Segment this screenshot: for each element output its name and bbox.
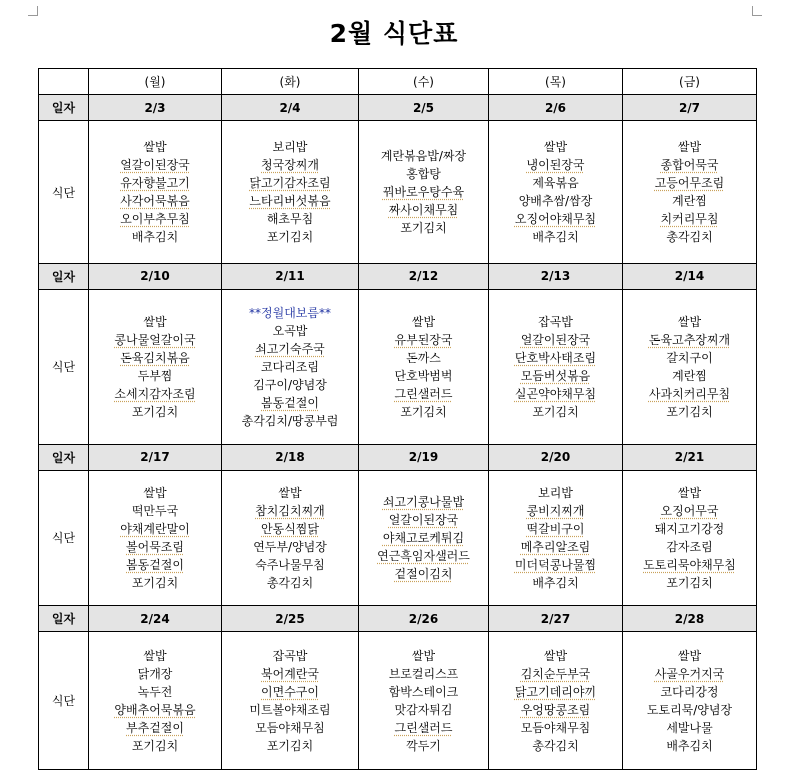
menu-item: 김치순두부국 [520,666,591,681]
date-cell: 2/25 [222,606,359,632]
weekday-mon: (월) [89,69,222,95]
date-cell: 2/14 [623,263,757,289]
date-cell: 2/24 [89,606,222,632]
menu-cell [623,632,757,770]
menu-item: 얼갈이된장국 [520,332,591,347]
menu-item: 미더덕콩나물찜 [514,557,597,572]
menu-item: 단호박범벅 [394,368,453,383]
menu-item: 우엉땅콩조림 [520,702,591,717]
menu-item: 그린샐러드 [394,720,453,735]
menu-item: 사골우거지국 [654,666,725,681]
menu-item: 실곤약야채무침 [514,386,597,401]
menu-cell [359,632,489,770]
menu-item: 사각어묵볶음 [120,194,190,209]
menu-item: 포기김치 [266,738,314,753]
date-cell: 2/17 [89,444,222,470]
date-cell: 2/3 [89,95,222,121]
menu-item: 해초무침 [266,212,314,227]
menu-item: 연근흑임자샐러드 [377,548,470,563]
menu-item: 사과치커리무침 [648,386,731,401]
menu-item: 잡곡밥 [272,648,308,663]
menu-item: 모듬야채무침 [255,720,325,735]
menu-item: 녹두전 [137,684,173,699]
menu-item: 총각김치 [666,230,713,245]
menu-item: 쌀밥 [677,140,702,155]
menu-item: 도토리묵/양념장 [646,702,733,717]
menu-item: 양배추어묵볶음 [114,702,196,717]
date-cell: 2/21 [623,444,757,470]
meal-table-body [39,69,757,770]
menu-item: 포기김치 [400,404,447,419]
date-row-label: 일자 [39,263,89,289]
menu-item: 떡만두국 [131,503,179,518]
menu-item: 얼갈이된장국 [120,158,190,173]
menu-item: 종합어묵국 [660,158,719,173]
menu-item: 포기김치 [266,230,314,245]
menu-item: 소세지감자조림 [114,386,196,401]
menu-item: 부추겉절이 [126,720,184,735]
page-title: 2월 식단표 [329,19,459,48]
menu-item: 유자향불고기 [120,176,190,191]
menu-cell [623,121,757,264]
menu-cell [89,470,222,606]
menu-item: 쇠고기콩나물밥 [382,494,465,509]
weekday-header-row [39,69,757,95]
menu-item: 오징어야채무침 [514,212,597,227]
menu-item: 닭개장 [137,666,173,681]
menu-item: 쌀밥 [411,648,436,663]
menu-item: 계란찜 [672,194,707,209]
menu-item: 제육볶음 [532,176,579,191]
date-cell: 2/20 [489,444,623,470]
menu-cell [489,121,623,264]
menu-item: 치커리무침 [660,212,719,227]
menu-item: 꿔바로우탕수육 [382,185,465,200]
menu-item: **정월대보름** [249,305,331,320]
menu-item: 미트볼야채조림 [249,702,331,717]
menu-item: 고등어무조림 [654,176,725,191]
menu-item: 세발나물 [666,720,713,735]
menu-cell [222,632,359,770]
menu-cell [89,121,222,264]
menu-item: 쌀밥 [143,485,167,500]
menu-item: 코다리강정 [660,684,719,699]
date-row [39,263,757,289]
menu-item: 잡곡밥 [538,314,573,329]
date-cell: 2/28 [623,606,757,632]
date-cell: 2/10 [89,263,222,289]
menu-item: 콩나물얼갈이국 [114,332,196,347]
menu-item: 떡갈비구이 [526,521,585,536]
menu-item: 계란찜 [672,368,707,383]
menu-item: 감자조림 [666,539,713,554]
menu-item: 돈육고추장찌개 [648,332,731,347]
menu-cell [89,632,222,770]
menu-item: 두부찜 [137,368,173,383]
menu-cell [489,632,623,770]
menu-item: 닭고기감자조림 [249,176,331,191]
menu-cell [222,470,359,606]
date-row-label: 일자 [39,444,89,470]
menu-item: 배추김치 [131,230,179,245]
menu-item: 깍두기 [406,738,441,753]
menu-item: 닭고기데리야끼 [514,684,597,699]
menu-item: 이면수구이 [261,684,319,699]
date-row [39,95,757,121]
menu-item: 그린샐러드 [394,386,453,401]
menu-item: 포기김치 [131,575,179,590]
date-cell: 2/13 [489,263,623,289]
menu-item: 총각김치/땅콩부럼 [241,413,339,428]
menu-item: 메추리알조림 [520,539,591,554]
menu-item: 야채고로케튀김 [382,530,465,545]
menu-item: 양배추쌈/쌈장 [518,194,593,209]
menu-item: 배추김치 [532,230,579,245]
meal-row [39,289,757,444]
menu-item: 포기김치 [131,404,179,419]
menu-item: 냉이된장국 [526,158,585,173]
menu-item: 모듬야채무침 [520,720,591,735]
date-cell: 2/5 [359,95,489,121]
menu-item: 도토리묵야채무침 [643,557,736,572]
menu-item: 쌀밥 [677,648,702,663]
menu-item: 포기김치 [666,404,713,419]
meal-row-label: 식단 [39,470,89,606]
meal-row-label: 식단 [39,632,89,770]
menu-item: 유부된장국 [394,332,453,347]
menu-item: 함박스테이크 [388,684,459,699]
menu-item: 참치김치찌개 [255,503,325,518]
menu-item: 홍합탕 [406,167,441,182]
menu-item: 연두부/양념장 [253,539,327,554]
menu-item: 쌀밥 [677,314,702,329]
date-cell: 2/18 [222,444,359,470]
menu-cell [623,289,757,444]
menu-item: 오이부추무침 [120,212,190,227]
menu-item: 쌀밥 [543,648,568,663]
weekday-fri: (금) [623,69,757,95]
date-row-label: 일자 [39,606,89,632]
weekday-wed: (수) [359,69,489,95]
date-cell: 2/7 [623,95,757,121]
menu-item: 쌀밥 [411,314,436,329]
menu-item: 콩비지찌개 [526,503,585,518]
date-cell: 2/11 [222,263,359,289]
menu-item: 총각김치 [532,738,579,753]
menu-item: 야채계란말이 [120,521,190,536]
menu-cell [359,289,489,444]
menu-item: 김구이/양념장 [253,377,327,392]
menu-item: 배추김치 [532,575,579,590]
date-row [39,606,757,632]
menu-item: 쌀밥 [143,314,167,329]
menu-item: 포기김치 [131,738,179,753]
menu-item: 배추김치 [666,738,713,753]
date-cell: 2/27 [489,606,623,632]
menu-cell [359,121,489,264]
date-row [39,444,757,470]
menu-item: 쌀밥 [677,485,702,500]
meal-row [39,632,757,770]
menu-item: 포기김치 [532,404,579,419]
menu-item: 오징어무국 [660,503,719,518]
menu-item: 짜사이채무침 [388,203,459,218]
menu-cell [89,289,222,444]
menu-item: 쌀밥 [543,140,568,155]
meal-row [39,470,757,606]
menu-item: 오곡밥 [272,323,308,338]
weekday-tue: (화) [222,69,359,95]
menu-item: 갈치구이 [666,350,713,365]
menu-item: 느타리버섯볶음 [249,194,331,209]
menu-item: 돈육김치볶음 [120,350,190,365]
menu-item: 청국장찌개 [261,158,319,173]
menu-item: 북어계란국 [261,666,319,681]
menu-item: 코다리조림 [261,359,319,374]
date-cell: 2/12 [359,263,489,289]
menu-item: 단호박사태조림 [514,350,597,365]
date-cell: 2/26 [359,606,489,632]
menu-item: 봄동겉절이 [261,395,319,410]
menu-item: 얼갈이된장국 [388,512,459,527]
menu-item: 보리밥 [272,140,308,155]
menu-item: 돈까스 [406,350,441,365]
menu-item: 포기김치 [400,221,447,236]
menu-item: 숙주나물무침 [255,557,325,572]
menu-item: 쌀밥 [278,485,302,500]
menu-item: 총각김치 [266,575,314,590]
date-cell: 2/19 [359,444,489,470]
date-cell: 2/6 [489,95,623,121]
menu-cell [222,289,359,444]
menu-item: 모듬버섯볶음 [520,368,591,383]
meal-row [39,121,757,264]
menu-item: 보리밥 [538,485,573,500]
menu-item: 쌀밥 [143,648,167,663]
menu-cell [489,289,623,444]
meal-table [38,68,757,770]
menu-item: 브로컬리스프 [388,666,459,681]
menu-item: 볼어묵조림 [126,539,184,554]
menu-cell [222,121,359,264]
date-cell: 2/4 [222,95,359,121]
menu-item: 계란볶음밥/짜장 [380,149,467,164]
menu-item: 포기김치 [666,575,713,590]
menu-item: 쌀밥 [143,140,167,155]
menu-item: 쇠고기숙주국 [255,341,325,356]
menu-item: 돼지고기강정 [654,521,725,536]
menu-item: 겉절이김치 [394,566,453,581]
menu-item: 봄동겉절이 [126,557,184,572]
meal-row-label: 식단 [39,121,89,264]
meal-row-label: 식단 [39,289,89,444]
date-row-label: 일자 [39,95,89,121]
menu-item: 맛감자튀김 [394,702,453,717]
weekday-thu: (목) [489,69,623,95]
menu-cell [623,470,757,606]
header-blank-cell [39,69,89,95]
menu-cell [359,470,489,606]
menu-item: 안동식찜닭 [261,521,319,536]
menu-cell [489,470,623,606]
